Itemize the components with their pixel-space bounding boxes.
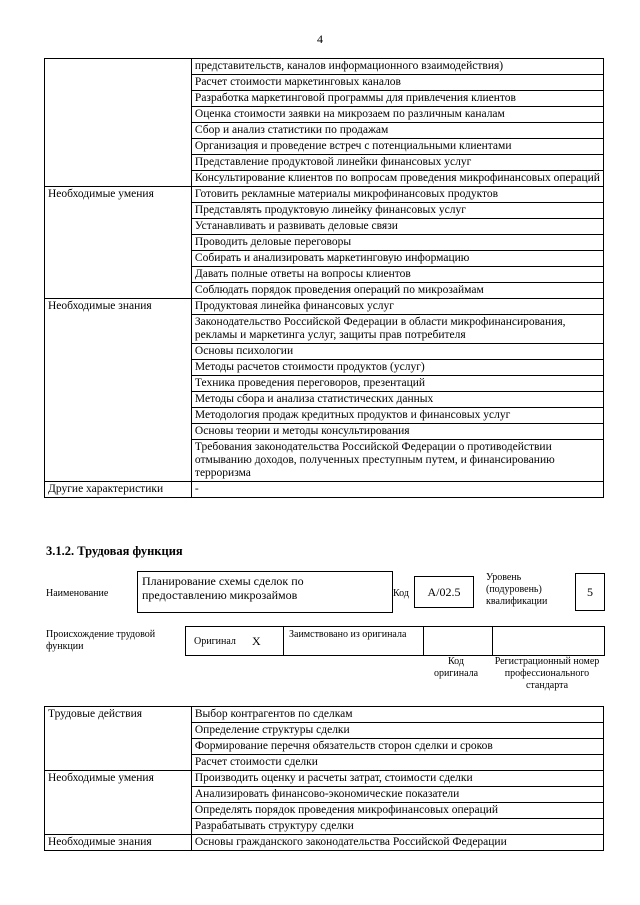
list-item: Производить оценку и расчеты затрат, стоимости сделки: [191, 771, 603, 787]
competency-table-1: [44, 58, 604, 498]
borrowed-label: Заимствовано из оригинала: [289, 629, 407, 640]
list-item: Собирать и анализировать маркетинговую информацию: [191, 251, 603, 267]
list-item: Методы расчетов стоимости продуктов (услуг): [191, 360, 603, 376]
list-item: Техника проведения переговоров, презентаций: [191, 376, 603, 392]
list-item: Расчет стоимости сделки: [191, 755, 603, 771]
list-item: Представлять продуктовую линейку финансовых услуг: [191, 203, 603, 219]
list-item: Анализировать финансово-экономические показатели: [191, 787, 603, 803]
category-cell: Необходимые знания: [45, 299, 192, 482]
divider: [283, 627, 284, 655]
category-cell: Трудовые действия: [45, 707, 192, 771]
table-row: [45, 835, 604, 851]
table-row: [45, 771, 604, 787]
original-label: Оригинал: [194, 636, 236, 647]
list-item: Продуктовая линейка финансовых услуг: [191, 299, 603, 315]
table-row: [45, 187, 604, 203]
list-item: Основы психологии: [191, 344, 603, 360]
list-item: Основы теории и методы консультирования: [191, 424, 603, 440]
origin-label: Происхождение трудовой функции: [46, 629, 156, 652]
list-item: Устанавливать и развивать деловые связи: [191, 219, 603, 235]
list-item: Определять порядок проведения микрофинансовых операций: [191, 803, 603, 819]
list-item: Формирование перечня обязательств сторон сделки и сроков: [191, 739, 603, 755]
list-item: Разработка маркетинговой программы для привлечения клиентов: [191, 91, 603, 107]
table-row: [45, 707, 604, 723]
code-original-caption: Код оригинала: [433, 656, 479, 679]
origin-box: [185, 626, 605, 656]
reg-number-caption: Регистрационный номер профессионального стандарта: [494, 656, 600, 691]
list-item: Давать полные ответы на вопросы клиентов: [191, 267, 603, 283]
list-item: Определение структуры сделки: [191, 723, 603, 739]
page-number: 4: [317, 32, 323, 46]
divider: [423, 627, 424, 655]
competency-table-2: [44, 706, 604, 851]
list-item: Разрабатывать структуру сделки: [191, 819, 603, 835]
list-item: Методы сбора и анализа статистических данных: [191, 392, 603, 408]
category-cell: Необходимые знания: [45, 835, 192, 851]
list-item: -: [191, 482, 603, 498]
code-label: Код: [393, 588, 409, 599]
list-item: представительств, каналов информационного взаимодействия): [191, 59, 603, 75]
list-item: Требования законодательства Российской Федерации о противодействии отмыванию доходов, полученных преступным путем, и финансированию терроризма: [191, 440, 603, 482]
list-item: Сбор и анализ статистики по продажам: [191, 123, 603, 139]
table-row: [45, 482, 604, 498]
list-item: Проводить деловые переговоры: [191, 235, 603, 251]
divider: [492, 627, 493, 655]
category-cell: Другие характеристики: [45, 482, 192, 498]
code-value-box: А/02.5: [414, 576, 474, 608]
list-item: Представление продуктовой линейки финансовых услуг: [191, 155, 603, 171]
list-item: Соблюдать порядок проведения операций по микрозаймам: [191, 283, 603, 299]
level-value-box: 5: [575, 573, 605, 611]
list-item: Консультирование клиентов по вопросам проведения микрофинансовых операций: [191, 171, 603, 187]
list-item: Организация и проведение встреч с потенциальными клиентами: [191, 139, 603, 155]
list-item: Выбор контрагентов по сделкам: [191, 707, 603, 723]
name-label: Наименование: [46, 588, 109, 599]
list-item: Методология продаж кредитных продуктов и финансовых услуг: [191, 408, 603, 424]
category-cell: Необходимые умения: [45, 771, 192, 835]
table-row: [45, 59, 604, 75]
original-mark: X: [252, 634, 261, 648]
section-heading: 3.1.2. Трудовая функция: [46, 544, 183, 558]
list-item: Основы гражданского законодательства Российской Федерации: [191, 835, 603, 851]
category-cell: Необходимые умения: [45, 187, 192, 299]
table-row: [45, 299, 604, 315]
category-cell: [45, 59, 192, 187]
function-name-box: Планирование схемы сделок по предоставлению микрозаймов: [137, 571, 393, 613]
list-item: Оценка стоимости заявки на микрозаем по различным каналам: [191, 107, 603, 123]
list-item: Готовить рекламные материалы микрофинансовых продуктов: [191, 187, 603, 203]
list-item: Расчет стоимости маркетинговых каналов: [191, 75, 603, 91]
level-label: Уровень (подуровень) квалификации: [486, 572, 548, 607]
list-item: Законодательство Российской Федерации в области микрофинансирования, рекламы и маркетинга услуг, защиты прав потребителя: [191, 315, 603, 344]
